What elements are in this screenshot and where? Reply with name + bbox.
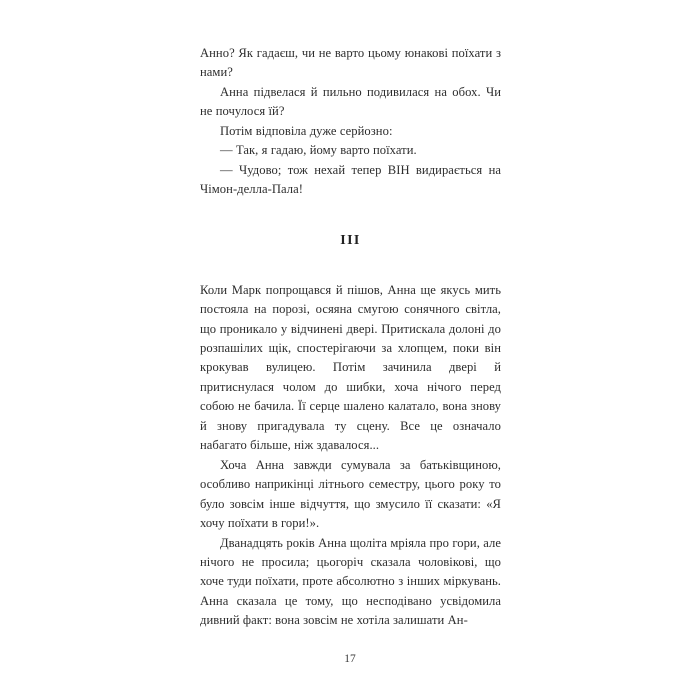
page-number: 17	[344, 653, 356, 665]
page-text-block	[200, 44, 501, 631]
heading-spacer-below	[200, 248, 501, 281]
paragraph-dialogue-wonderful: — Чудово; тож нехай тепер ВІН видирається на Чімон-делла-Пала!	[200, 162, 501, 197]
paragraph-dialogue-yes: — Так, я гадаю, йому варто поїхати.	[220, 143, 417, 158]
paragraph-mark-left: Коли Марк попрощався й пішов, Анна ще якусь мить постояла на порозі, осяяна смугою сонячного світла, що проникало у відчинені двері. Притискала долоні до розпашілих щік, спостерігаючи за хлопцем, поки він крокував вулицею. Потім зачинила двері й притиснулася чолом до шибки, хоча нічого перед собою не бачила. Її серце шалено калатало, вона знову й знову пригадувала ту сцену. Все це означало набагато більше, ніж здавалося...	[200, 282, 501, 453]
paragraph-anna-rose: Анна підвелася й пильно подивилася на обох. Чи не почулося їй?	[200, 84, 501, 119]
paragraph-then-answered: Потім відповіла дуже серйозно:	[220, 123, 393, 138]
chapter-heading: III	[340, 232, 361, 248]
paragraph-homeland: Хоча Анна завжди сумувала за батьківщиною, особливо наприкінці літнього семестру, цього року то було зовсім інше відчуття, що змусило її сказати: «Я хочу поїхати в гори!».	[200, 457, 501, 531]
paragraph-twelve-years: Дванадцять років Анна щоліта мріяла про гори, але нічого не просила; цьогоріч сказала чоловікові, що хоче туди поїхати, проте абсолютно з інших міркувань. Анна сказала це тому, що несподівано усвідомила дивний факт: вона зовсім не хотіла залишати Ан-	[200, 535, 501, 628]
heading-spacer-above	[200, 200, 501, 234]
paragraph-anno-question: Анно? Як гадаєш, чи не варто цьому юнакові поїхати з нами?	[200, 46, 501, 80]
